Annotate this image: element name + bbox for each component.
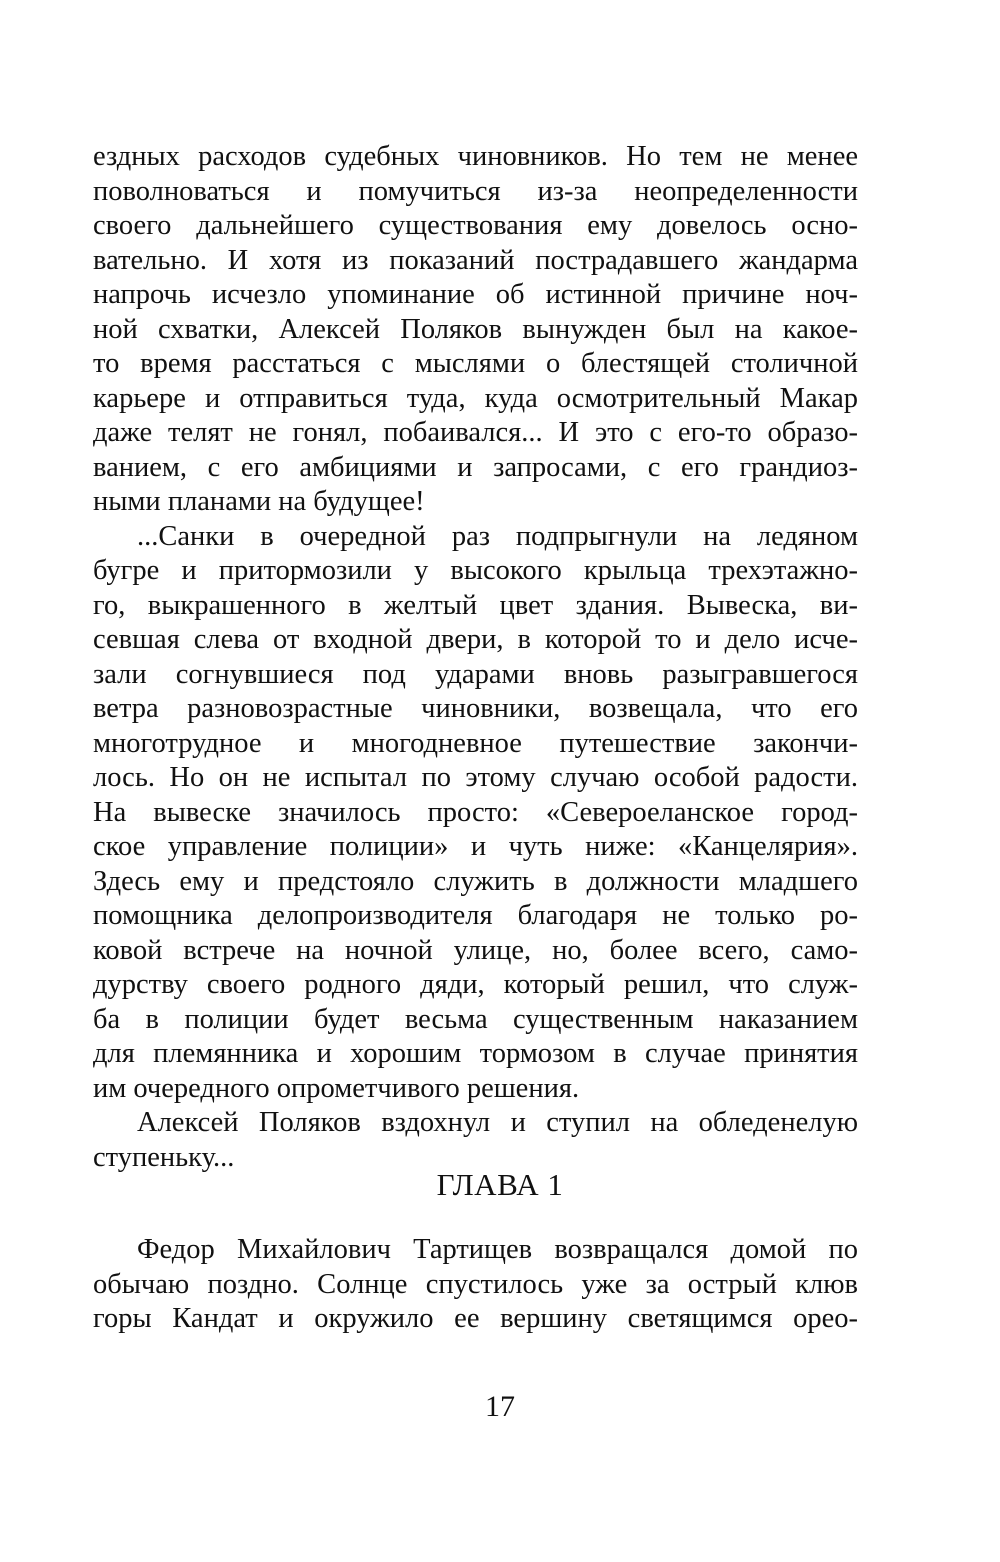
text-line: своего дальнейшего существования ему довелось осно- (93, 210, 858, 241)
text-line: севшая слева от входной двери, в которой то и дело исче- (93, 624, 858, 655)
text-line: го, выкрашенного в желтый цвет здания. Вывеска, ви- (93, 589, 858, 621)
body-text (93, 140, 858, 1175)
page-number: 17 (485, 1390, 515, 1423)
text-line: карьере и отправиться туда, куда осмотрительный Макар (93, 382, 858, 414)
text-line: бугре и притормозили у высокого крыльца трехэтажно- (93, 555, 858, 586)
text-line: Федор Михайлович Тартищев возвращался домой по (137, 1234, 858, 1265)
text-line: то время расстаться с мыслями о блестящей столичной (93, 348, 858, 379)
text-line: ездных расходов судебных чиновников. Но тем не менее (93, 141, 858, 172)
paragraph-1 (93, 140, 858, 520)
text-line: дурству своего родного дяди, который решил, что служ- (93, 969, 858, 1000)
text-line: напрочь исчезло упоминание об истинной причине ноч- (93, 279, 858, 310)
text-line: обычаю поздно. Солнце спустилось уже за острый клюв (93, 1268, 858, 1300)
text-line: ванием, с его амбициями и запросами, с его грандиоз- (93, 451, 858, 483)
text-line: многотрудное и многодневное путешествие закончи- (93, 727, 858, 759)
paragraph-2 (93, 520, 858, 1107)
text-line: даже телят не гонял, побаивался... И это с его-то образо- (93, 417, 858, 448)
text-line: ба в полиции будет весьма существенным наказанием (93, 1003, 858, 1035)
text-line: На вывеске значилось просто: «Североеланское город- (93, 796, 858, 828)
text-line: помощника делопроизводителя благодаря не только ро- (93, 900, 858, 931)
text-line: Здесь ему и предстояло служить в должности младшего (93, 865, 858, 897)
text-line: ветра разновозрастные чиновники, возвещала, что его (93, 693, 858, 724)
chapter-heading: ГЛАВА 1 (436, 1167, 564, 1202)
text-line: ское управление полиции» и чуть ниже: «Канцелярия». (93, 831, 858, 862)
text-line: для племянника и хорошим тормозом в случае принятия (93, 1038, 858, 1069)
text-line: ступеньку... (93, 1141, 235, 1173)
text-line: ными планами на будущее! (93, 486, 425, 517)
text-line: им очередного опрометчивого решения. (93, 1072, 580, 1104)
text-line: лось. Но он не испытал по этому случаю особой радости. (93, 762, 858, 793)
chapter-paragraph (93, 1233, 858, 1337)
text-line: вательно. И хотя из показаний пострадавшего жандарма (93, 244, 858, 276)
text-line: поволноваться и помучиться из-за неопределенности (93, 175, 858, 207)
text-line: ной схватки, Алексей Поляков вынужден был на какое- (93, 313, 858, 345)
text-line: зали согнувшиеся под ударами вновь разыгравшегося (93, 658, 858, 690)
text-line: горы Кандат и окружило ее вершину светящимся орео- (93, 1303, 858, 1334)
text-line: ...Санки в очередной раз подпрыгнули на ледяном (137, 520, 858, 552)
text-line: ковой встрече на ночной улице, но, более всего, само- (93, 934, 858, 966)
text-line: Алексей Поляков вздохнул и ступил на обледенелую (137, 1107, 858, 1138)
